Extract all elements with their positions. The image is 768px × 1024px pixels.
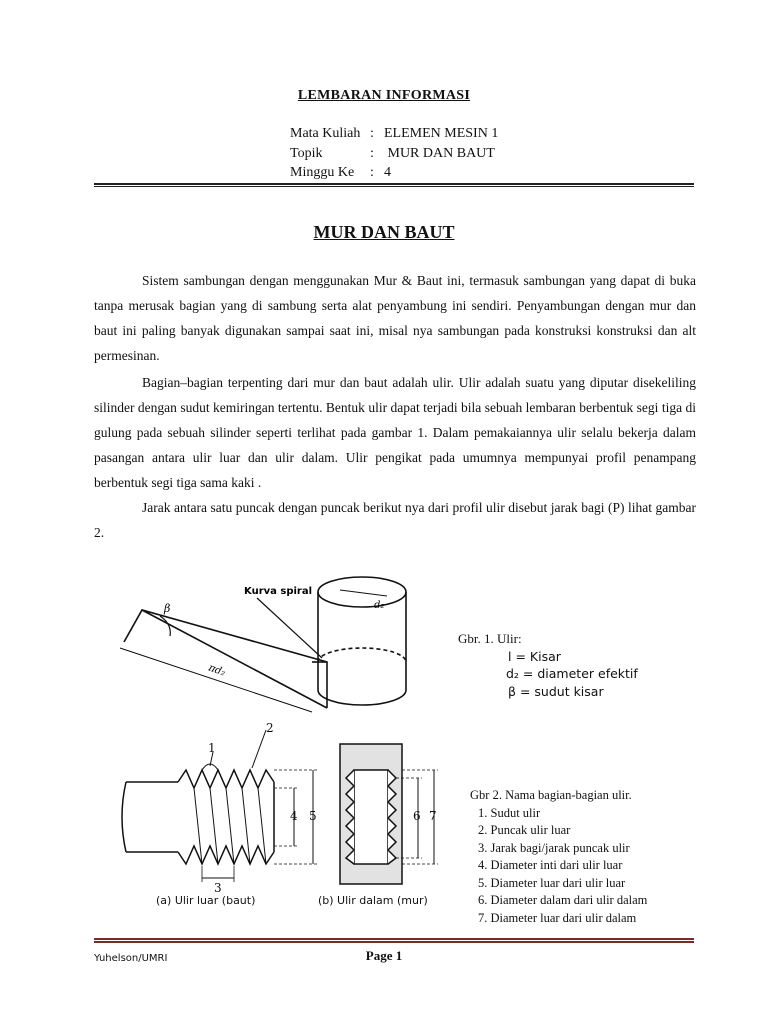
meta-label: Topik bbox=[290, 146, 323, 161]
paragraph-3: Jarak antara satu puncak dengan puncak berikut nya dari profil ulir disebut jarak bagi (P) lihat gambar 2. bbox=[94, 500, 696, 540]
label-6: 6 bbox=[413, 809, 421, 823]
meta-label: Minggu Ke bbox=[290, 165, 355, 180]
meta-row-week bbox=[290, 165, 391, 181]
label-1: 1 bbox=[208, 741, 216, 755]
label-5: 5 bbox=[309, 809, 317, 823]
meta-sep: : bbox=[370, 165, 374, 180]
footer-divider bbox=[94, 938, 694, 943]
figure-2-caption bbox=[470, 787, 647, 927]
figure-2-caption-item: 6. Diameter dalam dari ulir dalam bbox=[478, 893, 648, 907]
label-ulir-dalam: (b) Ulir dalam (mur) bbox=[318, 894, 428, 907]
figure-2-caption-title: Gbr 2. Nama bagian-bagian ulir. bbox=[470, 788, 632, 802]
meta-row-topic bbox=[290, 146, 495, 162]
label-d2: d₂ bbox=[374, 600, 385, 611]
figure-2-caption-item: 2. Puncak ulir luar bbox=[478, 823, 571, 837]
figure-2-caption-item: 3. Jarak bagi/jarak puncak ulir bbox=[478, 840, 630, 855]
figure-2-caption-item: 1. Sudut ulir bbox=[478, 805, 541, 820]
label-kurva-spiral: Kurva spiral bbox=[244, 586, 313, 597]
meta-label: Mata Kuliah bbox=[290, 126, 361, 141]
figure-1-helix-diagram bbox=[112, 570, 424, 718]
label-7: 7 bbox=[429, 809, 437, 823]
figure-2-caption-item: 5. Diameter luar dari ulir luar bbox=[478, 875, 626, 890]
meta-value: MUR DAN BAUT bbox=[384, 146, 495, 161]
label-ulir-luar: (a) Ulir luar (baut) bbox=[156, 894, 256, 907]
figure-2-caption-item: 4. Diameter inti dari ulir luar bbox=[478, 858, 623, 872]
paragraph-2: Bagian–bagian terpenting dari mur dan baut adalah ulir. Ulir adalah suatu yang diputar disekeliling silinder dengan sudut kemiringan tertentu. Bentuk ulir dapat terjadi bila sebuah lembaran berbentuk segi tiga di gulung pada sebuah silinder seperti terlihat pada gambar 1. Dalam pemakaiannya ulir selalu bekerja dalam pasangan antara ulir luar dan ulir dalam. Ulir pengikat pada umumnya mempunyai profil penampang berbentuk segi tiga sama kaki . bbox=[94, 375, 696, 490]
meta-value: 4 bbox=[384, 165, 391, 180]
label-3: 3 bbox=[214, 881, 222, 895]
figure-1-caption-item: l = Kisar bbox=[508, 648, 561, 664]
label-beta: β bbox=[164, 602, 171, 615]
meta-value: ELEMEN MESIN 1 bbox=[384, 126, 499, 141]
cylinder-top bbox=[318, 577, 406, 607]
label-2: 2 bbox=[266, 722, 274, 735]
info-sheet-title: LEMBARAN INFORMASI bbox=[297, 88, 471, 103]
paragraph-1: Sistem sambungan dengan menggunakan Mur & Baut ini, termasuk sambungan yang dapat di buka tanpa merusak bagian yang di sambung serta alat penyambung ini sendiri. Penyambungan dengan mur dan baut ini paling banyak digunakan sampai saat ini, misal nya sambungan pada konstruksi konstruksi dan alt permesinan. bbox=[94, 273, 696, 363]
footer-page-number: Page 1 bbox=[365, 948, 403, 963]
meta-row-course bbox=[290, 126, 498, 142]
meta-sep: : bbox=[370, 126, 374, 141]
label-4: 4 bbox=[290, 809, 298, 823]
meta-sep: : bbox=[370, 146, 374, 161]
document-title: MUR DAN BAUT bbox=[313, 222, 455, 242]
figure-1-caption-item: β = sudut kisar bbox=[508, 683, 604, 699]
figure-2-caption-item: 7. Diameter luar dari ulir dalam bbox=[478, 910, 637, 925]
figure-2-thread-diagram bbox=[118, 722, 458, 912]
footer-author: Yuhelson/UMRI bbox=[94, 953, 168, 964]
label-pi-d2: πd₂ bbox=[206, 662, 227, 679]
figure-1-caption-item: d₂ = diameter efektif bbox=[506, 666, 638, 681]
figure-1-caption-title: Gbr. 1. Ulir: bbox=[458, 631, 522, 646]
figure-1-caption bbox=[458, 630, 638, 700]
header-divider bbox=[94, 183, 694, 187]
